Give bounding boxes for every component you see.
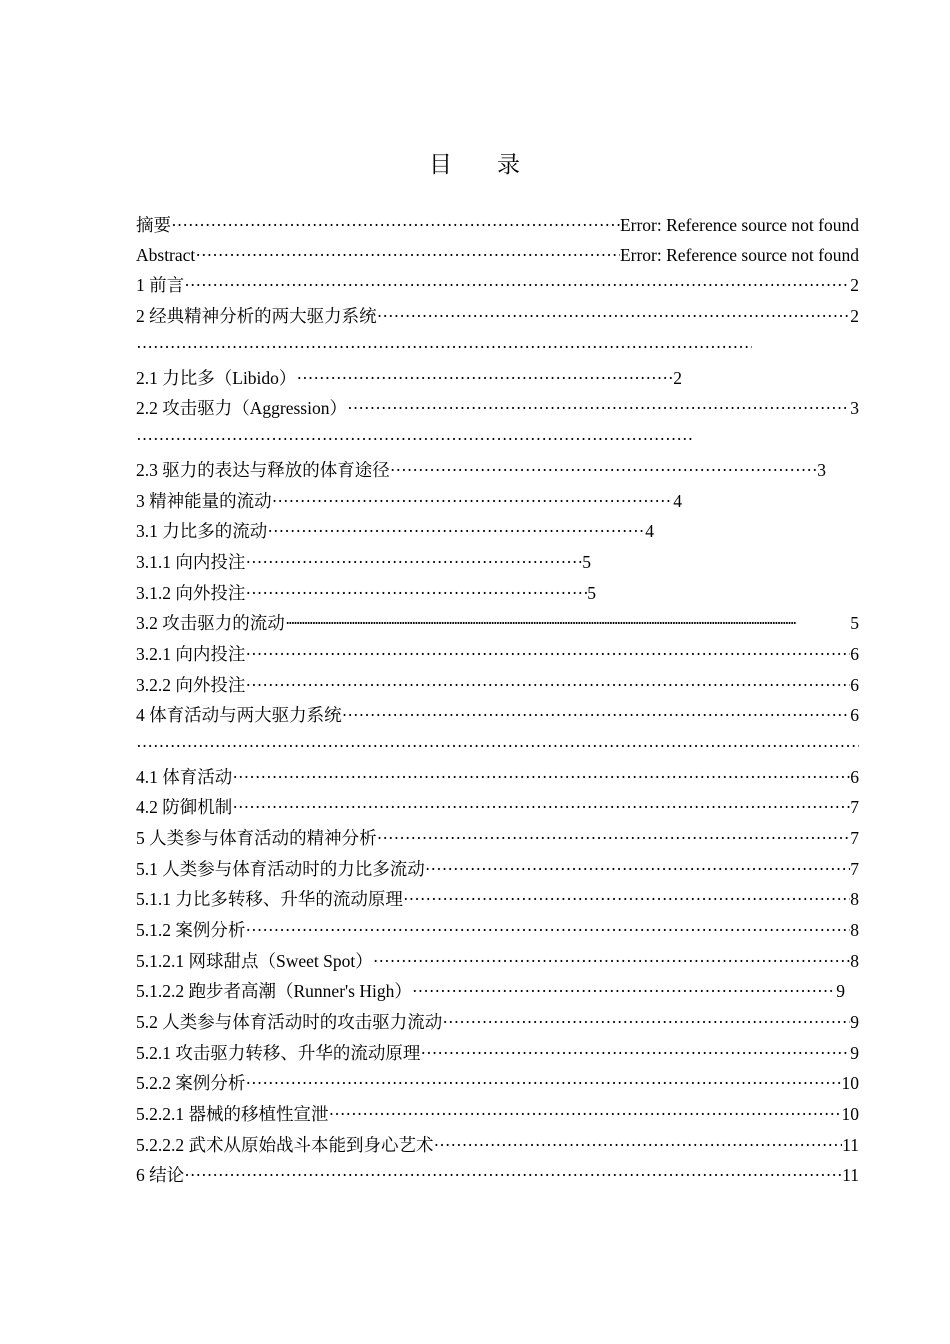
toc-entry[interactable] [136,946,859,976]
dot-leader-continuation [136,424,692,454]
dot-leader [412,976,836,1006]
toc-entry[interactable] [136,1007,859,1037]
dot-leader [420,1038,850,1068]
toc-entry-page: 2 [850,306,859,326]
dot-leader [442,1007,850,1037]
toc-entry-label: 6 结论 [136,1165,185,1185]
dot-leader-continuation [136,332,752,362]
toc-entry-label: 3.1.1 向内投注 [136,552,246,572]
toc-entry-page: 9 [850,1043,859,1063]
toc-entry-label: 3.2.1 向内投注 [136,644,246,664]
toc-entry-label: 5.2.2.1 器械的移植性宣泄 [136,1104,329,1124]
dot-leader [232,792,850,822]
toc-entry[interactable] [136,363,682,393]
dot-leader [232,762,850,792]
toc-entry-page: 4 [673,491,682,511]
dot-leader [184,1160,842,1190]
dot-leader [377,823,851,853]
toc-entry-label: 5.1.2.2 跑步者高潮（Runner's High） [136,981,412,1001]
toc-entry-page: Error: Reference source not found [619,245,859,265]
toc-entry[interactable] [136,547,591,577]
dot-leader [272,486,674,516]
toc-entry[interactable] [136,1038,859,1068]
toc-entry-label: 4 体育活动与两大驱力系统 [136,705,342,725]
toc-entry[interactable] [136,486,682,516]
toc-entry-label: 5.2 人类参与体育活动时的攻击驱力流动 [136,1012,443,1032]
toc-entry[interactable] [136,639,859,669]
toc-entry-label: 5.1.2 案例分析 [136,920,246,940]
toc-entry-label: 5.2.2.2 武术从原始战斗本能到身心艺术 [136,1135,434,1155]
toc-entry-page: 8 [850,951,859,971]
dot-leader [245,670,850,700]
toc-entry-page: 7 [850,828,859,848]
toc-entry-label: 4.1 体育活动 [136,767,233,787]
dot-leader [342,700,851,730]
toc-entry-label: 3.2.2 向外投注 [136,675,246,695]
toc-entry-page: 7 [850,859,859,879]
toc-entry-page: 7 [850,797,859,817]
toc-entry-page: 11 [842,1165,859,1185]
toc-entry[interactable] [136,516,654,546]
dot-leader [285,608,851,638]
dot-leader [184,270,850,300]
toc-entry[interactable] [136,854,859,884]
toc-entry[interactable] [136,270,859,300]
toc-entry[interactable] [136,1068,859,1098]
toc-title-part1: 目 [429,152,453,177]
toc-entry-label: 2 经典精神分析的两大驱力系统 [136,306,377,326]
toc-entry-label: 5.1.1 力比多转移、升华的流动原理 [136,889,403,909]
toc-entry-page: 2 [850,275,859,295]
dot-leader [245,547,582,577]
toc-entry-label: 5.2.1 攻击驱力转移、升华的流动原理 [136,1043,421,1063]
toc-entry[interactable] [136,976,845,1006]
toc-entry-label: 5.2.2 案例分析 [136,1073,246,1093]
toc-entry[interactable] [136,393,859,423]
toc-entry-label: 摘要 [136,215,171,235]
toc-entry[interactable] [136,762,859,792]
toc-entry-label: 3.1.2 向外投注 [136,583,246,603]
toc-entry[interactable] [136,301,859,331]
toc-entry-label: 5 人类参与体育活动的精神分析 [136,828,377,848]
dot-leader [434,1130,843,1160]
toc-entry-label: 3 精神能量的流动 [136,491,272,511]
toc-entry-label: 2.3 驱力的表达与释放的体育途径 [136,460,390,480]
toc-entry-page: 3 [817,460,826,480]
toc-entry[interactable] [136,455,826,485]
toc-entry-label: 4.2 防御机制 [136,797,233,817]
toc-entry[interactable] [136,915,859,945]
dot-leader [377,301,851,331]
dot-leader [245,1068,841,1098]
toc-entry[interactable] [136,608,859,638]
dot-leader [195,240,620,270]
toc-entry-page: 4 [645,521,654,541]
toc-entry[interactable] [136,884,859,914]
toc-entry-label: Abstract [136,245,196,265]
toc-entry-page: 9 [850,1012,859,1032]
toc-entry[interactable] [136,823,859,853]
toc-entry-page: 11 [842,1135,859,1155]
toc-entry-page: 6 [850,705,859,725]
dot-leader [403,884,850,914]
toc-entry[interactable] [136,700,859,730]
dot-leader [267,516,645,546]
toc-entry-page: 5 [582,552,591,572]
toc-entry[interactable] [136,670,859,700]
toc-entry-label: 5.1.2.1 网球甜点（Sweet Spot） [136,951,373,971]
toc-entry-page: 6 [850,675,859,695]
toc-title [0,146,950,179]
toc-entry-page: 10 [841,1073,859,1093]
toc-entry-page: 2 [673,368,682,388]
dot-leader [425,854,851,884]
toc-title-part2: 录 [497,152,521,177]
toc-entry-page: 9 [836,981,845,1001]
toc-entry-page: 6 [850,767,859,787]
dot-leader [245,915,850,945]
dot-leader-continuation [136,731,859,761]
dot-leader [373,946,851,976]
toc-entry[interactable] [136,210,859,240]
toc-entry-label: 5.1 人类参与体育活动时的力比多流动 [136,859,425,879]
toc-entry-page: 5 [850,613,859,633]
toc-entry-label: 3.1 力比多的流动 [136,521,268,541]
dot-leader [390,455,818,485]
toc-entry-page: 3 [850,398,859,418]
dot-leader [245,578,587,608]
toc-entry[interactable] [136,792,859,822]
toc-entry-page: 10 [841,1104,859,1124]
dot-leader [329,1099,842,1129]
toc-entry[interactable] [136,578,596,608]
dot-leader [347,393,850,423]
toc-entry-page: 8 [850,920,859,940]
toc-entry[interactable] [136,240,859,270]
toc-entry-page: Error: Reference source not found [619,215,859,235]
dot-leader [171,210,620,240]
toc-entry[interactable] [136,1130,859,1160]
toc-entry-label: 3.2 攻击驱力的流动 [136,613,285,633]
toc-entry[interactable] [136,1099,859,1129]
toc-entry-page: 5 [587,583,596,603]
toc-entry-page: 8 [850,889,859,909]
dot-leader [245,639,850,669]
toc-entry-page: 6 [850,644,859,664]
dot-leader [296,363,673,393]
toc-entry[interactable] [136,1160,859,1190]
toc-entry-label: 2.2 攻击驱力（Aggression） [136,398,347,418]
toc-entry-label: 1 前言 [136,275,185,295]
toc-entry-label: 2.1 力比多（Libido） [136,368,297,388]
